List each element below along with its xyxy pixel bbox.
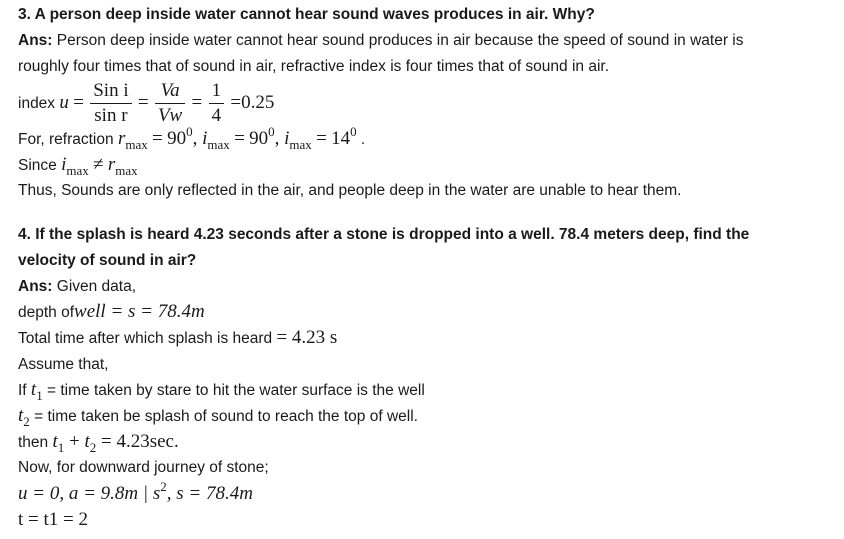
- index-label: index: [18, 95, 60, 112]
- now-line: Now, for downward journey of stone;: [18, 459, 269, 476]
- q4-answer-line: Ans: Given data,: [18, 278, 137, 295]
- index-value: 0.25: [241, 92, 275, 113]
- q3-answer-text-1: Person deep inside water cannot hear sound produces in air because the speed of sound in water is: [52, 32, 744, 49]
- kinematics-line: u = 0, a = 9.8m | $s^2$, s = 78.4m: [18, 479, 253, 504]
- total-time-line: Total time after which splash is heard = 4.23 s: [18, 327, 338, 348]
- depth-line: depth ofwell = s = 78.4m: [18, 301, 205, 322]
- question-4-heading-2: velocity of sound in air?: [18, 252, 197, 269]
- answer-label: Ans:: [18, 278, 53, 295]
- q3-answer-line-1: [18, 31, 744, 51]
- fraction-quarter: $\frac{1}{4}$: [209, 79, 225, 128]
- question-3-heading: 3. A person deep inside water cannot hear sound waves produces in air. Why?: [18, 6, 595, 23]
- assume-line: Assume that,: [18, 356, 109, 373]
- q3-answer-line-2: roughly four times that of sound in air, refractive index is four times that of sound in air.: [18, 58, 610, 75]
- answer-label: Ans:: [18, 32, 53, 49]
- since-line: Since $i_{max} \ne r_{max}$: [18, 154, 138, 178]
- refraction-angles-line: For, refraction $r_{max} = 90^0$, $i_{max} = 90^0$, $i_{max} = 14^0$ .: [18, 124, 366, 152]
- t1-definition: If $t_1$ = time taken by stare to hit the water surface is the well: [18, 379, 425, 403]
- t2-definition: $t_2$ = time taken be splash of sound to reach the top of well.: [18, 405, 418, 429]
- question-4-heading-1: 4. If the splash is heard 4.23 seconds after a stone is dropped into a well. 78.4 meters deep, find the: [18, 226, 750, 243]
- fraction-velocity: $\frac{Va}{Vw}$: [155, 79, 185, 128]
- refractive-index-equation: index u = $\frac{\text{Sin i}}{\text{sin r}}$ = $\frac{Va}{Vw}$ = $\frac{1}{4}$ =0.25: [18, 80, 275, 127]
- last-equation-line: t = t1 = 2: [18, 509, 88, 530]
- fraction-sin: $\frac{\text{Sin i}}{\text{sin r}}$: [90, 79, 131, 128]
- q3-conclusion: Thus, Sounds are only reflected in the air, and people deep in the water are unable to hear them.: [18, 182, 682, 199]
- then-line: then $t_1 + t_2 = 4.23\sec$.: [18, 431, 179, 455]
